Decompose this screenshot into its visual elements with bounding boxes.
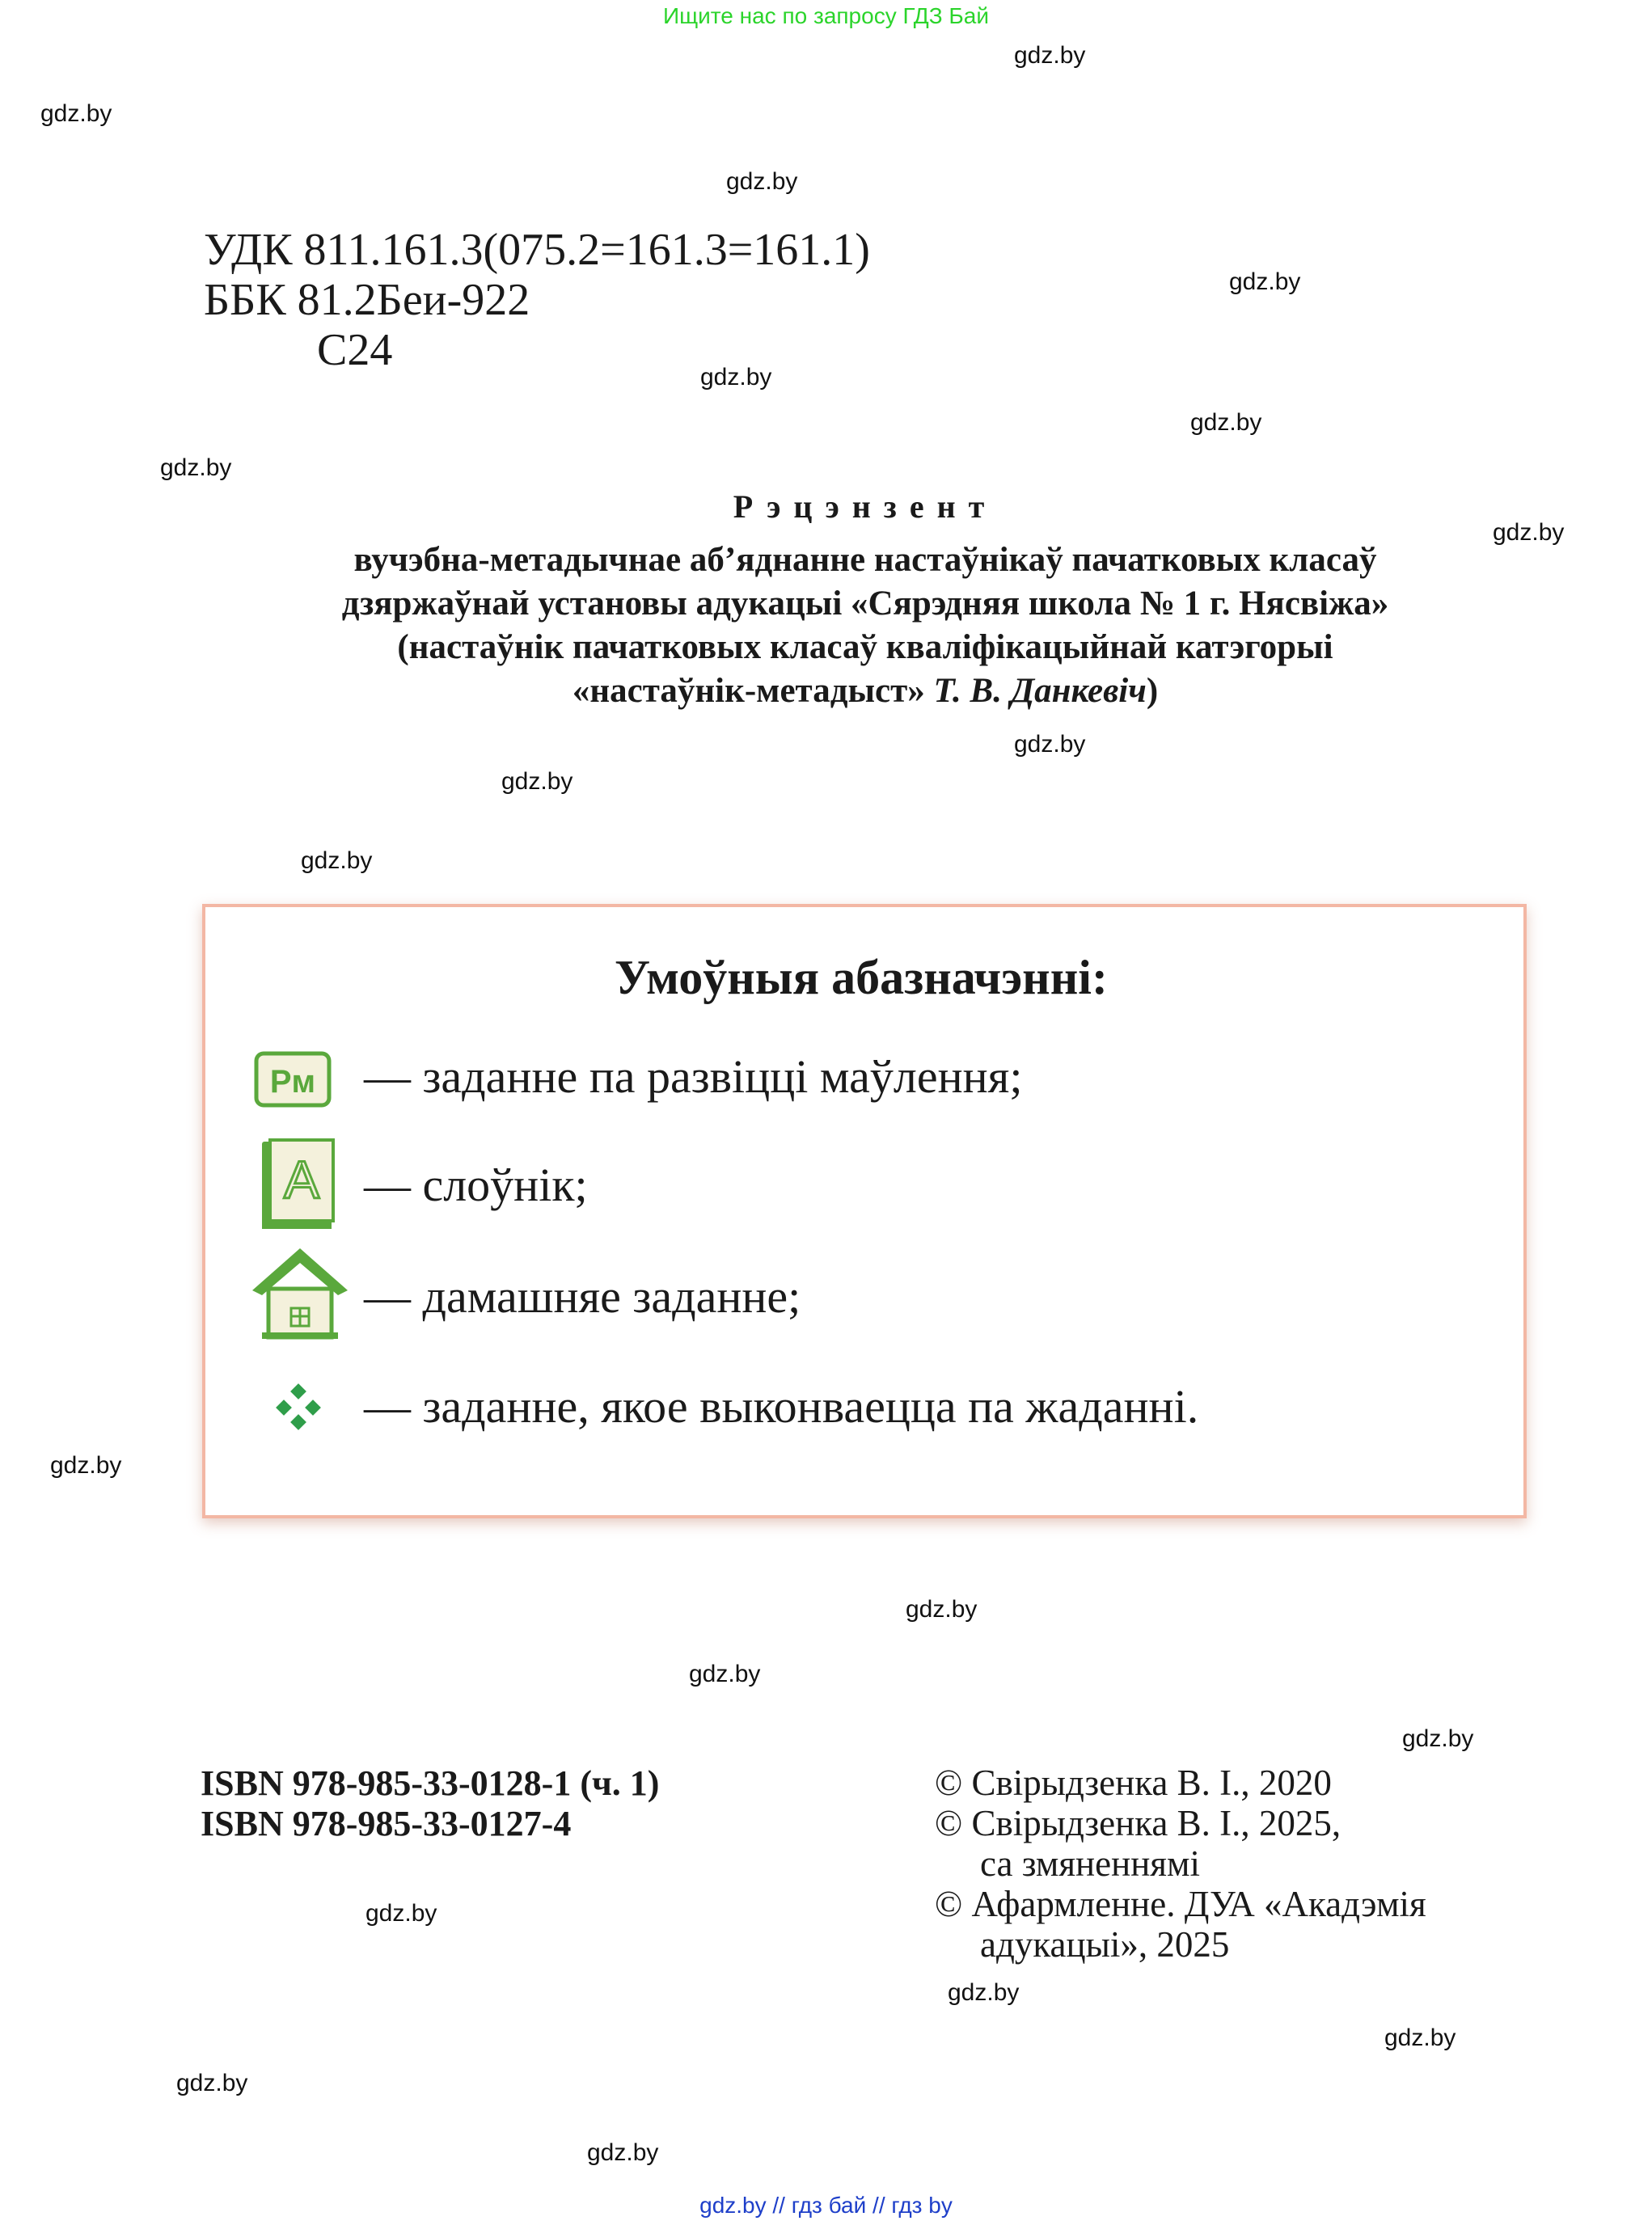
legend-title: Умоўныя абазначэнні: (615, 951, 1108, 1004)
home-icon (249, 1243, 351, 1342)
copyright-line: адукацыі», 2025 (980, 1924, 1230, 1965)
reviewer-position: «настаўнік-метадыст» (572, 672, 925, 710)
author-mark: С24 (317, 325, 393, 375)
isbn-set: ISBN 978-985-33-0127-4 (201, 1804, 572, 1843)
watermark: gdz.by (40, 100, 112, 127)
watermark: gdz.by (501, 768, 573, 795)
dictionary-icon (259, 1137, 336, 1232)
speech-icon-label: Рм (269, 1064, 316, 1100)
watermark: gdz.by (301, 847, 373, 874)
reviewer-name: Т. В. Данкевіч (933, 672, 1147, 710)
watermark: gdz.by (1014, 42, 1086, 69)
legend-item-dictionary: — слоўнік; (364, 1159, 588, 1211)
watermark: gdz.by (689, 1661, 761, 1687)
reviewer-title: Рэцэнзент (733, 488, 998, 525)
copyright-line: © Свірыдзенка В. І., 2020 (935, 1763, 1332, 1803)
watermark: gdz.by (587, 2139, 659, 2166)
watermark: gdz.by (700, 364, 772, 391)
watermark: gdz.by (1493, 519, 1565, 546)
top-banner: Ищите нас по запросу ГДЗ Бай (662, 3, 990, 28)
isbn-part1: ISBN 978-985-33-0128-1 (ч. 1) (201, 1763, 660, 1803)
watermark: gdz.by (948, 1979, 1020, 2006)
reviewer-line: (настаўнік пачатковых класаў кваліфікацыйнай катэгорыі (397, 628, 1333, 666)
optional-task-icon (273, 1383, 325, 1434)
watermark: gdz.by (176, 2070, 248, 2096)
reviewer-closing: ) (1146, 672, 1159, 710)
legend-item-speech: — заданне па развіцці маўлення; (364, 1050, 1023, 1103)
watermark: gdz.by (50, 1452, 122, 1479)
dictionary-icon-letter: А (283, 1150, 320, 1210)
watermark: gdz.by (1014, 731, 1086, 758)
watermark: gdz.by (1229, 268, 1301, 295)
reviewer-line: вучэбна-метадычнае аб’яднанне настаўнікаў пачатковых класаў (353, 541, 1377, 579)
footer-links: gdz.by // гдз бай // гдз by (699, 2193, 953, 2218)
reviewer-line: дзяржаўнай установы адукацыі «Сярэдняя школа № 1 г. Нясвіжа» (341, 585, 1389, 623)
legend-item-optional: — заданне, якое выконваецца па жаданні. (364, 1380, 1199, 1433)
watermark: gdz.by (906, 1596, 978, 1623)
watermark: gdz.by (1402, 1725, 1474, 1752)
speech-development-icon (254, 1051, 332, 1108)
watermark: gdz.by (726, 168, 798, 195)
udk-code: УДК 811.161.3(075.2=161.3=161.1) (204, 225, 870, 275)
copyright-line: са змяненнямі (980, 1843, 1200, 1884)
watermark: gdz.by (1190, 409, 1262, 436)
watermark: gdz.by (365, 1900, 437, 1927)
legend-item-homework: — дамашняе заданне; (364, 1270, 801, 1323)
reviewer-line (162, 669, 1569, 713)
watermark: gdz.by (160, 454, 232, 481)
watermark: gdz.by (1384, 2024, 1456, 2051)
copyright-line: © Афармленне. ДУА «Акадэмія (935, 1884, 1426, 1924)
copyright-line: © Свірыдзенка В. І., 2025, (935, 1803, 1341, 1843)
bbk-code: ББК 81.2Беи-922 (204, 275, 530, 325)
